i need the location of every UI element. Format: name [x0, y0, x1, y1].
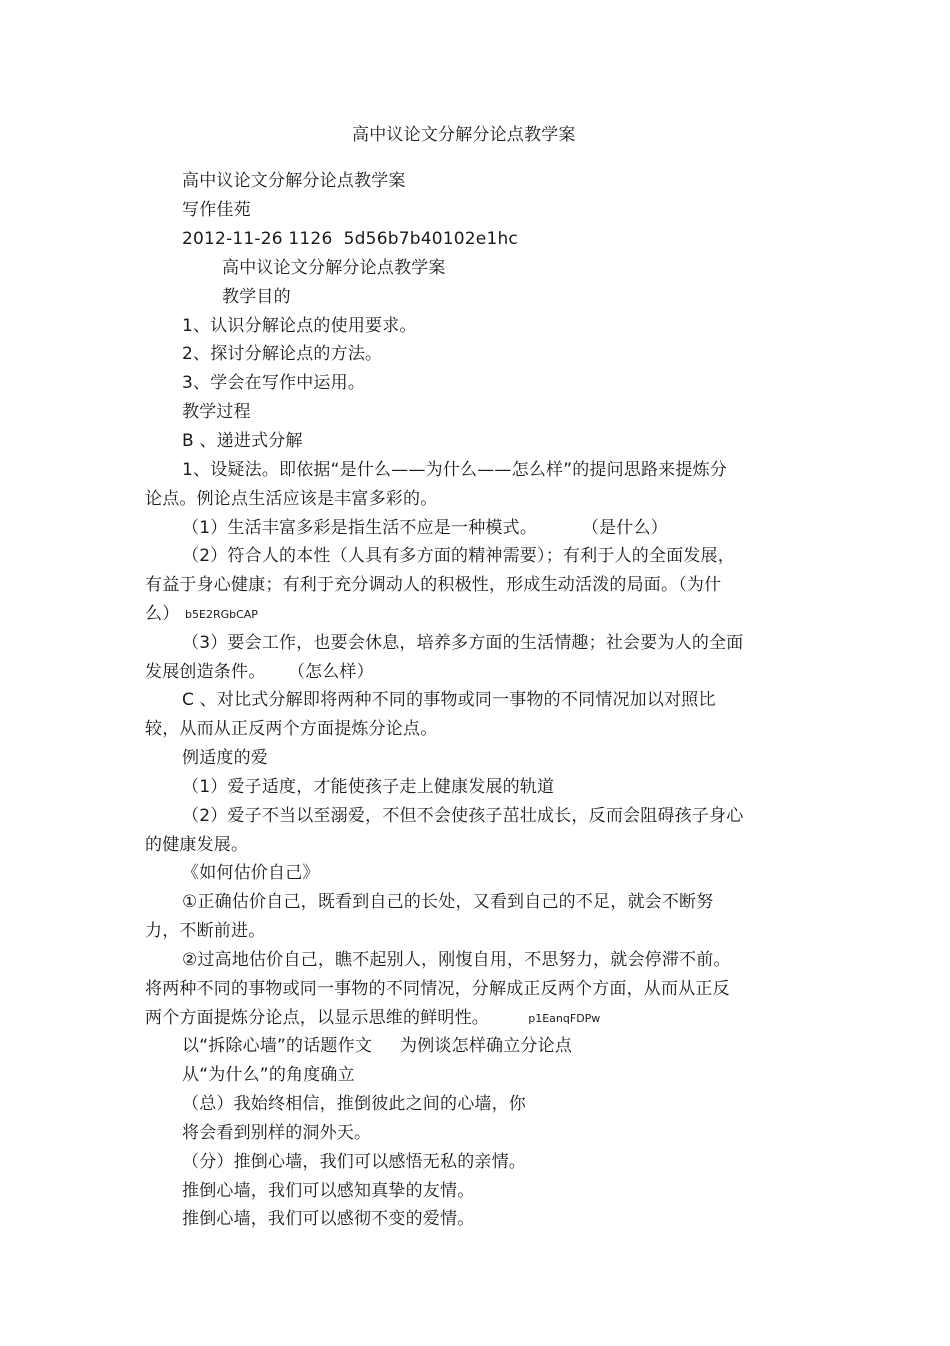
date-line: 2012-11-26 1126 5d56b7b40102e1hc — [182, 229, 518, 249]
text-line: （总）我始终相信，推倒彼此之间的心墙，你 — [182, 1094, 526, 1114]
code-tag: b5E2RGbCAP — [185, 608, 258, 621]
text-line — [145, 603, 258, 626]
text-line: 1、设疑法。即依据“是什么——为什么——怎么样”的提问思路来提炼分 — [182, 460, 728, 480]
document-title: 高中议论文分解分论点教学案 — [352, 125, 576, 145]
text-fragment: 两个方面提炼分论点，以显示思维的鲜明性。 — [145, 1008, 489, 1028]
text-line: 较，从而从正反两个方面提炼分论点。 — [145, 719, 438, 739]
text-line: 从“为什么”的角度确立 — [182, 1065, 355, 1085]
text-line: 有益于身心健康；有利于充分调动人的积极性，形成生动活泼的局面。（为什 — [145, 575, 722, 595]
section-heading: 教学目的 — [222, 287, 291, 307]
text-line: ①正确估价自己，既看到自己的长处，又看到自己的不足，就会不断努 — [182, 892, 714, 912]
text-line: （2）符合人的本性（人具有多方面的精神需要）；有利于人的全面发展， — [182, 546, 735, 566]
text-line: 3、学会在写作中运用。 — [182, 373, 366, 393]
text-line: （2）爱子不当以至溺爱，不但不会使孩子茁壮成长，反而会阻碍孩子身心 — [182, 806, 744, 826]
text-line: （1）爱子适度，才能使孩子走上健康发展的轨道 — [182, 777, 555, 797]
text-line: 例适度的爱 — [182, 748, 268, 768]
text-line: 力，不断前进。 — [145, 921, 266, 941]
text-line: 推倒心墙，我们可以感彻不变的爱情。 — [182, 1209, 475, 1229]
text-line: 将两种不同的事物或同一事物的不同情况，分解成正反两个方面，从而从正反 — [145, 979, 730, 999]
text-line: 推倒心墙，我们可以感知真挚的友情。 — [182, 1181, 475, 1201]
text-line: （分）推倒心墙，我们可以感悟无私的亲情。 — [182, 1152, 526, 1172]
text-line: 论点。例论点生活应该是丰富多彩的。 — [145, 489, 438, 509]
text-line: B 、递进式分解 — [182, 431, 303, 451]
code-tag: p1EanqFDPw — [528, 1012, 601, 1025]
text-line: 1、认识分解论点的使用要求。 — [182, 316, 417, 336]
text-line: 将会看到别样的洞外天。 — [182, 1123, 372, 1143]
text-line: 《如何估价自己》 — [182, 863, 320, 883]
text-line: 以“拆除心墙”的话题作文 为例谈怎样确立分论点 — [182, 1036, 573, 1056]
text-line: C 、对比式分解即将两种不同的事物或同一事物的不同情况加以对照比 — [182, 690, 716, 710]
text-fragment: 么） — [145, 604, 180, 624]
text-line: 的健康发展。 — [145, 835, 249, 855]
text-line — [145, 1007, 600, 1030]
subheading-line: 高中议论文分解分论点教学案 — [222, 258, 446, 278]
text-line: （1）生活丰富多彩是指生活不应是一种模式。 （是什么） — [182, 518, 668, 538]
text-line: ②过高地估价自己，瞧不起别人，刚愎自用，不思努力，就会停滞不前。 — [182, 950, 731, 970]
text-line: 发展创造条件。 （怎么样） — [145, 662, 374, 682]
section-heading: 教学过程 — [182, 402, 251, 422]
text-line: 2、探讨分解论点的方法。 — [182, 344, 383, 364]
text-line: （3）要会工作，也要会休息，培养多方面的生活情趣；社会要为人的全面 — [182, 633, 744, 653]
source-line: 写作佳苑 — [182, 200, 251, 220]
heading-line: 高中议论文分解分论点教学案 — [182, 171, 406, 191]
